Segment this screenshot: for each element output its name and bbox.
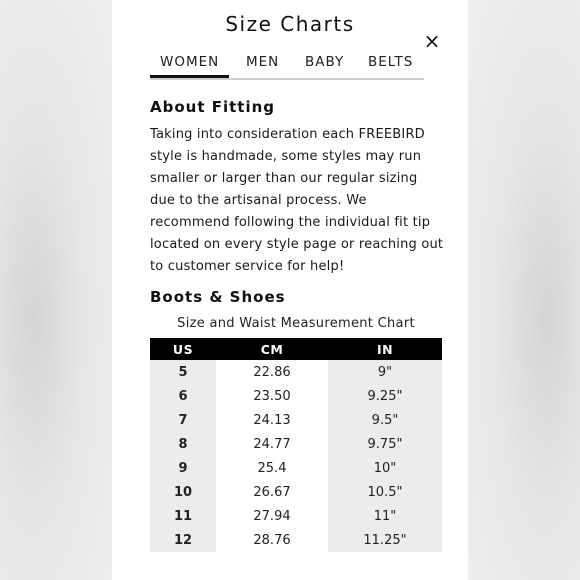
table-row <box>150 480 442 504</box>
size-charts-modal <box>112 0 468 580</box>
boots-shoes-heading: Boots & Shoes <box>150 288 286 306</box>
tab-belts[interactable]: BELTS <box>368 54 414 70</box>
tab-baby[interactable]: BABY <box>305 54 345 70</box>
cell-cm: 24.77 <box>216 432 328 456</box>
cell-us: 5 <box>150 360 216 384</box>
cell-cm: 22.86 <box>216 360 328 384</box>
cell-in: 10.5" <box>328 480 442 504</box>
about-fitting-text: Taking into consideration each FREEBIRD style is handmade, some styles may run smaller or larger than our regular sizing due to the artisanal process. We recommend following the individual fit tip located on every style page or reaching out to customer service for help! <box>150 127 444 274</box>
cell-in: 11.25" <box>328 528 442 552</box>
size-tabs <box>150 52 424 80</box>
cell-in: 10" <box>328 456 442 480</box>
close-icon[interactable]: × <box>423 29 441 53</box>
table-row <box>150 528 442 552</box>
table-row <box>150 408 442 432</box>
table-header-row <box>150 338 442 360</box>
table-row <box>150 432 442 456</box>
cell-cm: 25.4 <box>216 456 328 480</box>
cell-us: 8 <box>150 432 216 456</box>
table-row <box>150 384 442 408</box>
cell-in: 9" <box>328 360 442 384</box>
table-row <box>150 360 442 384</box>
column-header-in: IN <box>328 338 442 360</box>
cell-in: 11" <box>328 504 442 528</box>
table-row <box>150 456 442 480</box>
column-header-cm: CM <box>216 338 328 360</box>
cell-us: 12 <box>150 528 216 552</box>
chart-caption: Size and Waist Measurement Chart <box>177 316 415 331</box>
cell-in: 9.5" <box>328 408 442 432</box>
size-table <box>150 338 442 552</box>
cell-us: 7 <box>150 408 216 432</box>
tab-women[interactable]: WOMEN <box>160 54 220 70</box>
table-row <box>150 504 442 528</box>
cell-cm: 27.94 <box>216 504 328 528</box>
cell-cm: 23.50 <box>216 384 328 408</box>
tab-men[interactable]: MEN <box>246 54 280 70</box>
cell-us: 11 <box>150 504 216 528</box>
modal-title: Size Charts <box>225 12 355 36</box>
cell-in: 9.25" <box>328 384 442 408</box>
about-fitting-heading: About Fitting <box>150 98 276 116</box>
cell-us: 9 <box>150 456 216 480</box>
cell-cm: 24.13 <box>216 408 328 432</box>
cell-us: 6 <box>150 384 216 408</box>
cell-in: 9.75" <box>328 432 442 456</box>
cell-cm: 28.76 <box>216 528 328 552</box>
column-header-us: US <box>150 338 216 360</box>
background-left <box>0 0 112 580</box>
cell-us: 10 <box>150 480 216 504</box>
background-right <box>468 0 580 580</box>
cell-cm: 26.67 <box>216 480 328 504</box>
